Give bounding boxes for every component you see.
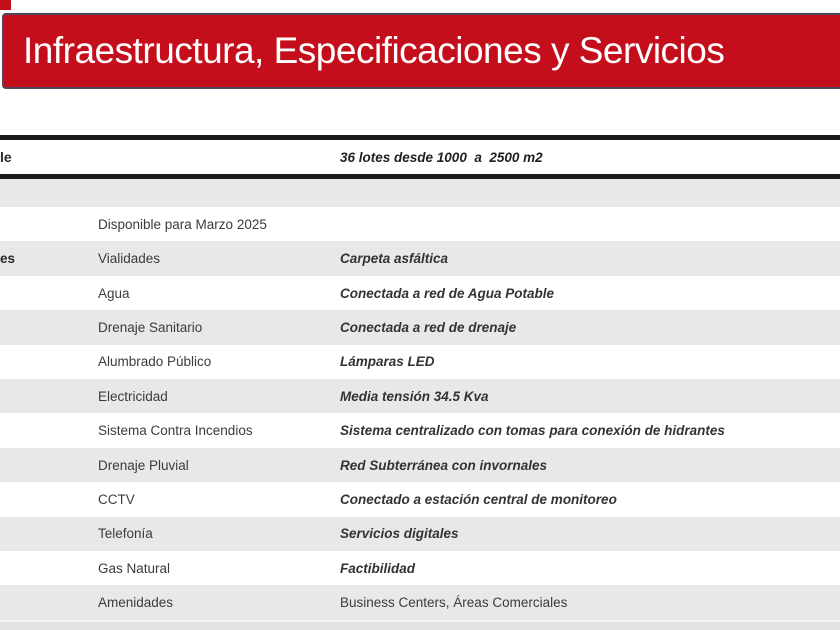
table-row [0,413,840,447]
row-label: Sistema Contra Incendios [98,423,253,439]
page-title: Infraestructura, Especificaciones y Servicios [23,30,725,71]
row-label: CCTV [98,491,135,507]
table-row [0,551,840,585]
table-row [0,345,840,379]
row-value: Factibilidad [340,560,416,576]
header-truncated-label-fragment: le [0,149,12,165]
row-label: Drenaje Pluvial [98,457,189,473]
row-value: Lámparas LED [340,354,435,370]
row-value: Conectado a estación central de monitoreo [340,491,617,507]
row-label: Amenidades [98,595,174,611]
title-banner [2,13,840,89]
row-value: Business Centers, Áreas Comerciales [340,595,568,611]
table-row [0,379,840,413]
header-lots-summary: 36 lotes desde 1000 a 2500 m2 [340,149,543,165]
row-label: Disponible para Marzo 2025 [98,216,267,232]
row-value: Sistema centralizado con tomas para conexión de hidrantes [340,423,725,439]
table-header-row [0,140,840,174]
truncated-label-fragment: es [0,251,16,267]
table-row [0,241,840,275]
table-body [0,179,840,620]
table-row [0,207,840,241]
table-row [0,310,840,344]
row-value: Servicios digitales [340,526,459,542]
row-label: Vialidades [98,251,161,267]
row-label: Gas Natural [98,560,171,576]
row-value: Conectada a red de Agua Potable [340,285,555,301]
empty-row [0,179,840,207]
table-row [0,482,840,516]
row-label: Telefonía [98,526,153,542]
table-row [0,448,840,482]
row-value: Media tensión 34.5 Kva [340,388,489,404]
table-row [0,276,840,310]
table-row [0,585,840,619]
table-row [0,517,840,551]
row-label: Alumbrado Público [98,354,212,370]
row-label: Electricidad [98,388,168,404]
row-value: Carpeta asfáltica [340,251,449,267]
bottom-cutoff-band [0,620,840,630]
row-value: Conectada a red de drenaje [340,319,517,335]
row-label: Agua [98,285,130,301]
row-label: Drenaje Sanitario [98,319,203,335]
row-value: Red Subterránea con invornales [340,457,548,473]
corner-accent-square [0,0,11,10]
